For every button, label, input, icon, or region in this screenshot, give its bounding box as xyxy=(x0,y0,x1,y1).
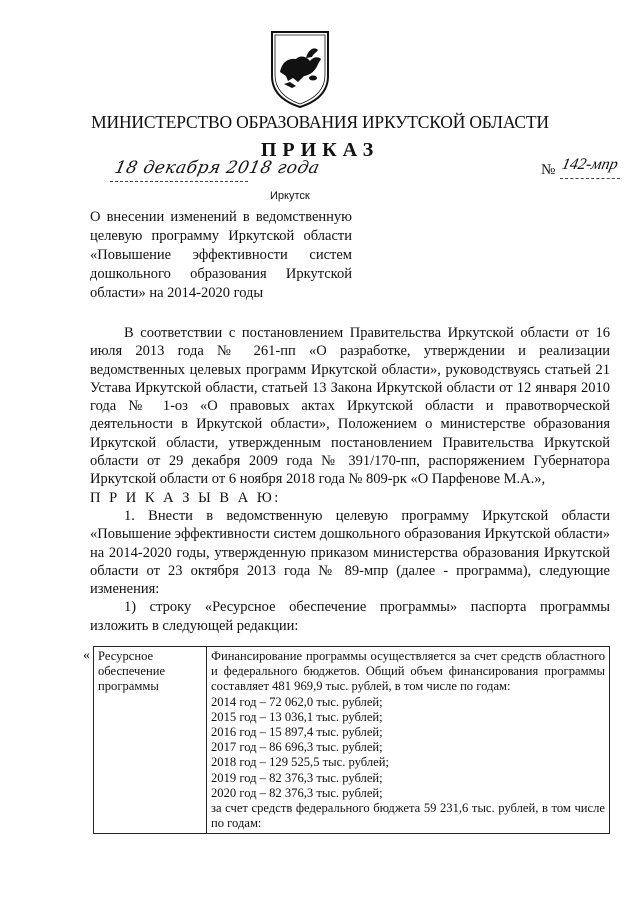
ministry-name: МИНИСТЕРСТВО ОБРАЗОВАНИЯ ИРКУТСКОЙ ОБЛАСТИ xyxy=(91,112,549,132)
preamble-paragraph: В соответствии с постановлением Правительства Иркутской области от 16 июля 2013 года № 261-пп «О разработке, утверждении и реализации ведомственных целевых программ Иркутской области», руководствуясь статьей 21 Устава Иркутской области, статьей 13 Закона Иркутской области от 12 января 2010 года № 1-оз «О правовых актах Иркутской области и правотворческой деятельности в Иркутской области», Положением о министерстве образования Иркутской области, утвержденным постановлением Правительства Иркутской области от 29 декабря 2009 года № 391/170-пп, распоряжением Губернатора Иркутской области от 6 ноября 2018 года № 809-рк «О Парфенове М.А.», xyxy=(90,325,610,488)
year-line: 2018 год – 129 525,5 тыс. рублей; xyxy=(211,755,389,770)
row-label: Ресурсное обеспечение программы xyxy=(98,649,166,694)
handwritten-number: 142-мпр xyxy=(560,156,620,173)
table-row xyxy=(94,647,610,834)
decree-word: П Р И К А З Ы В А Ю: xyxy=(90,489,281,506)
handwritten-date: 18 декабря 2018 года xyxy=(112,158,322,178)
order-subject: О внесении изменений в ведомственную целевую программу Иркутской области «Повышение эффективности систем дошкольного образования Иркутской области» на 2014-2020 годы xyxy=(90,209,352,301)
row-label-cell xyxy=(94,647,207,834)
city: Иркутск xyxy=(270,190,310,202)
financing-intro: Финансирование программы осуществляется за счет средств областного и федерального бюджетов. Общий объем финансирования программы составляет 481 969,9 тыс. рублей, в том числе по годам: xyxy=(211,649,605,694)
number-label: № xyxy=(541,162,556,178)
document-type: ПРИКАЗ xyxy=(260,139,380,161)
subitem-1: 1) строку «Ресурсное обеспечение программы» паспорта программы изложить в следующей редакции: xyxy=(90,599,610,634)
item-1: 1. Внести в ведомственную целевую программу Иркутской области «Повышение эффективности систем дошкольного образования Иркутской области» на 2014-2020 годы, утвержденную приказом министерства образования Иркутской области от 23 октября 2013 года № 89-мпр (далее - программа), следующие изменения: xyxy=(90,507,610,598)
order-body xyxy=(90,324,610,635)
year-line: 2019 год – 82 376,3 тыс. рублей; xyxy=(211,770,383,785)
year-line: 2014 год – 72 062,0 тыс. рублей; xyxy=(211,694,383,709)
year-line: 2020 год – 82 376,3 тыс. рублей; xyxy=(211,785,383,800)
number-underline xyxy=(560,178,620,179)
year-line: 2016 год – 15 897,4 тыс. рублей; xyxy=(211,725,383,740)
year-line: 2015 год – 13 036,1 тыс. рублей; xyxy=(211,709,383,724)
coat-of-arms-icon xyxy=(266,28,334,110)
opening-quote: « xyxy=(83,648,90,663)
row-content-cell xyxy=(207,647,610,834)
resource-table xyxy=(93,646,610,834)
federal-budget-line: за счет средств федерального бюджета 59 231,6 тыс. рублей, в том числе по годам: xyxy=(211,801,605,831)
year-line: 2017 год – 86 696,3 тыс. рублей; xyxy=(211,740,383,755)
date-underline xyxy=(110,181,248,182)
